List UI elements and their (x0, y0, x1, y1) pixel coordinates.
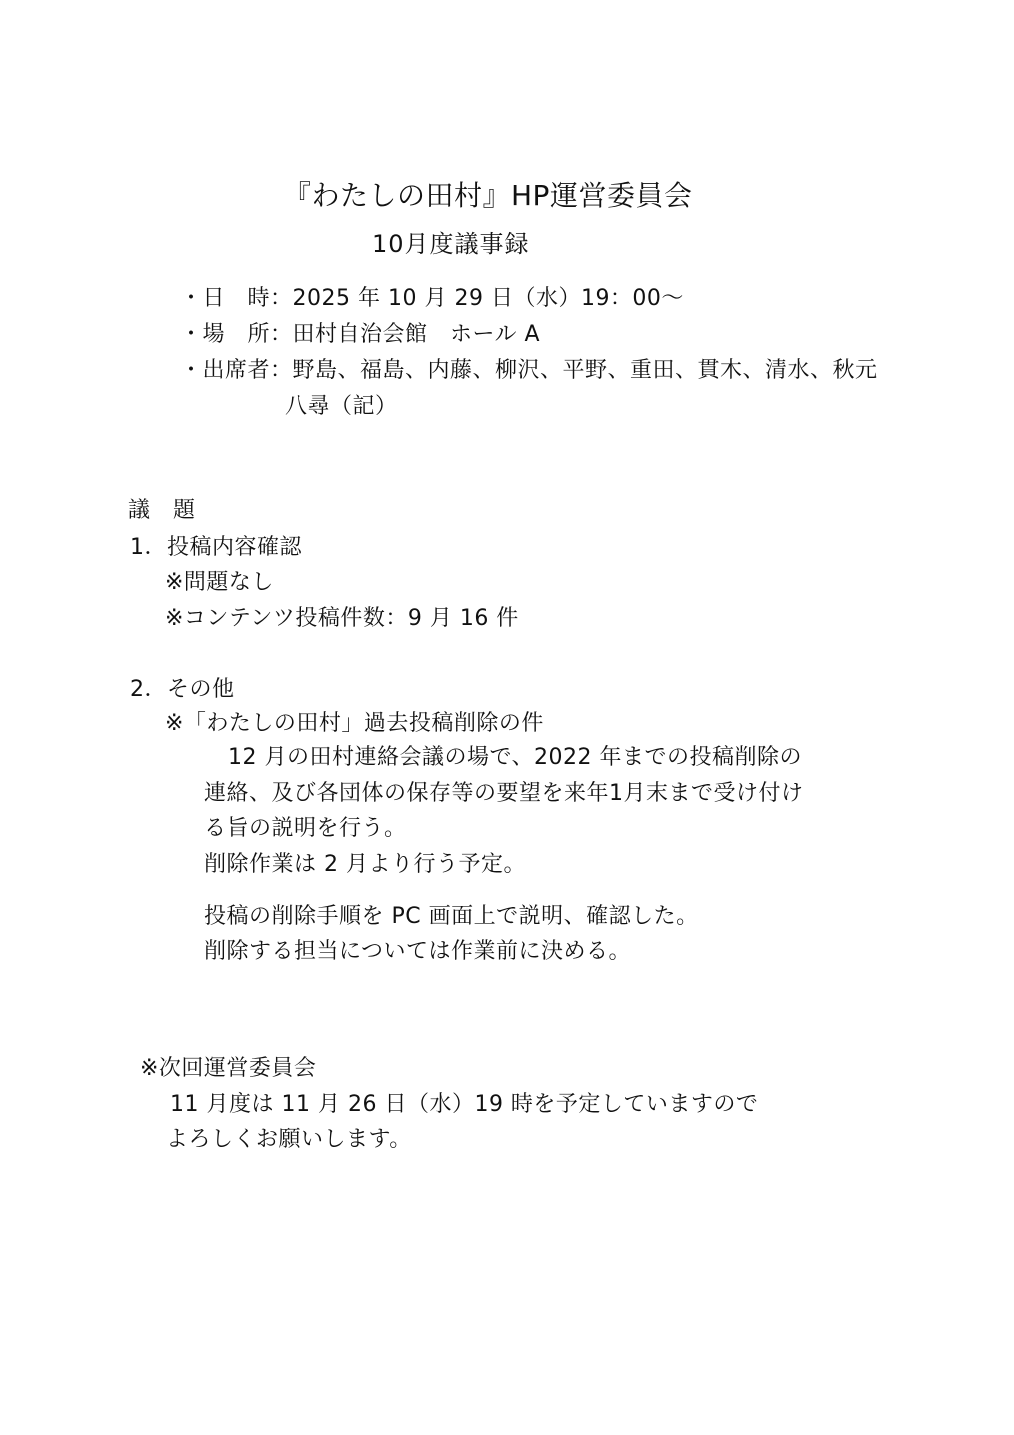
agenda-item-2-paragraph-line: 12 月の田村連絡会議の場で、2022 年までの投稿削除の (228, 745, 803, 770)
agenda-item-2-paragraph-line: 連絡、及び各団体の保存等の要望を来年1月末まで受け付け (204, 781, 804, 806)
agenda-item-1-title: 1．投稿内容確認 (130, 535, 302, 560)
meeting-datetime: ・日 時：2025 年 10 月 29 日（水）19：00～ (180, 286, 684, 311)
agenda-item-2-title: 2．その他 (130, 677, 235, 702)
meeting-place: ・場 所：田村自治会館 ホール A (180, 322, 541, 347)
document-title: 『わたしの田村』HP運営委員会 (283, 179, 693, 212)
document-subtitle: 10月度議事録 (372, 230, 530, 258)
agenda-item-2-paragraph-line: る旨の説明を行う。 (204, 816, 407, 841)
agenda-item-2-subtitle: ※「わたしの田村」過去投稿削除の件 (165, 711, 544, 736)
next-meeting-heading: ※次回運営委員会 (140, 1056, 317, 1081)
agenda-item-2-paragraph-line: 投稿の削除手順を PC 画面上で説明、確認した。 (204, 904, 699, 929)
agenda-item-1-note: ※問題なし (165, 570, 274, 595)
next-meeting-line: よろしくお願いします。 (166, 1127, 412, 1152)
agenda-item-1-note: ※コンテンツ投稿件数：9 月 16 件 (165, 606, 519, 631)
agenda-heading: 議 題 (128, 498, 196, 523)
meeting-attendees: ・出席者：野島、福島、内藤、柳沢、平野、重田、貫木、清水、秋元 (180, 358, 878, 383)
agenda-item-2-paragraph-line: 削除する担当については作業前に決める。 (204, 939, 632, 964)
next-meeting-line: 11 月度は 11 月 26 日（水）19 時を予定していますので (170, 1092, 759, 1117)
meeting-attendees-recorder: 八尋（記） (285, 394, 398, 419)
agenda-item-2-paragraph-line: 削除作業は 2 月より行う予定。 (204, 852, 526, 877)
